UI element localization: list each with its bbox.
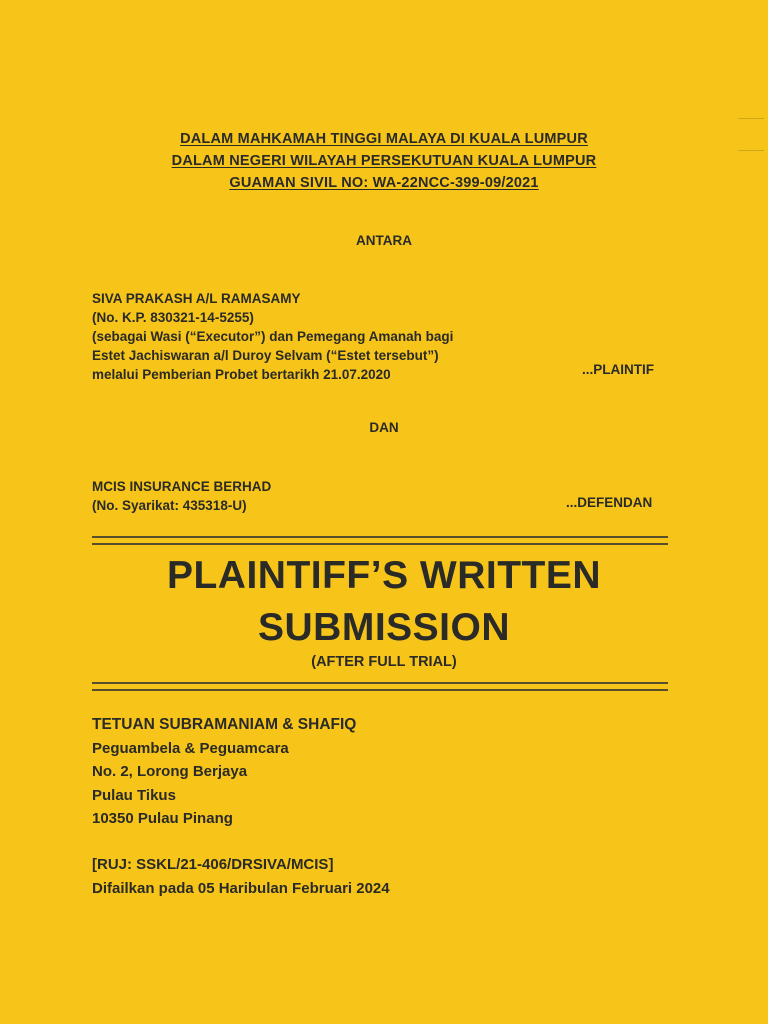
- plaintiff-desc: melalui Pemberian Probet bertarikh 21.07.2020: [92, 367, 391, 382]
- double-rule-divider: [92, 682, 668, 691]
- filing-date: Difailkan pada 05 Haribulan Februari 2024: [92, 880, 390, 897]
- court-heading-line: DALAM MAHKAMAH TINGGI MALAYA DI KUALA LUMPUR: [180, 131, 588, 147]
- reference-number: [RUJ: SSKL/21-406/DRSIVA/MCIS]: [92, 856, 334, 873]
- document-title: [0, 550, 768, 654]
- firm-address-line: No. 2, Lorong Berjaya: [92, 763, 248, 780]
- double-rule-divider: [92, 536, 668, 545]
- case-number: GUAMAN SIVIL NO: WA-22NCC-399-09/2021: [229, 175, 539, 191]
- law-firm-block: [92, 713, 356, 831]
- firm-address-line: Peguambela & Peguamcara: [92, 739, 289, 757]
- document-title-line: SUBMISSION: [257, 606, 511, 649]
- court-heading: [0, 128, 768, 194]
- document-title-line: PLAINTIFF’S WRITTEN: [166, 554, 602, 597]
- defendant-id: (No. Syarikat: 435318-U): [92, 498, 247, 513]
- firm-name: TETUAN SUBRAMANIAM & SHAFIQ: [92, 716, 357, 733]
- document-subtitle: (AFTER FULL TRIAL): [311, 654, 457, 670]
- plaintiff-block: [92, 289, 453, 384]
- plaintiff-role: ...PLAINTIF: [582, 362, 654, 377]
- plaintiff-desc: (sebagai Wasi (“Executor”) dan Pemegang Amanah bagi: [92, 329, 454, 344]
- firm-address-line: 10350 Pulau Pinang: [92, 810, 233, 827]
- defendant-name: MCIS INSURANCE BERHAD: [92, 479, 272, 494]
- reference-block: [92, 853, 390, 901]
- dan-label: DAN: [369, 420, 399, 435]
- edge-scan-mark: [738, 118, 764, 119]
- defendant-block: [92, 477, 271, 515]
- firm-address-line: Pulau Tikus: [92, 786, 176, 804]
- plaintiff-id: (No. K.P. 830321-14-5255): [92, 310, 254, 325]
- plaintiff-name: SIVA PRAKASH A/L RAMASAMY: [92, 291, 301, 306]
- court-heading-line: DALAM NEGERI WILAYAH PERSEKUTUAN KUALA LUMPUR: [171, 153, 597, 169]
- defendant-role: ...DEFENDAN: [566, 495, 653, 510]
- antara-label: ANTARA: [356, 233, 412, 248]
- plaintiff-desc: Estet Jachiswaran a/l Duroy Selvam (“Estet tersebut”): [92, 348, 439, 363]
